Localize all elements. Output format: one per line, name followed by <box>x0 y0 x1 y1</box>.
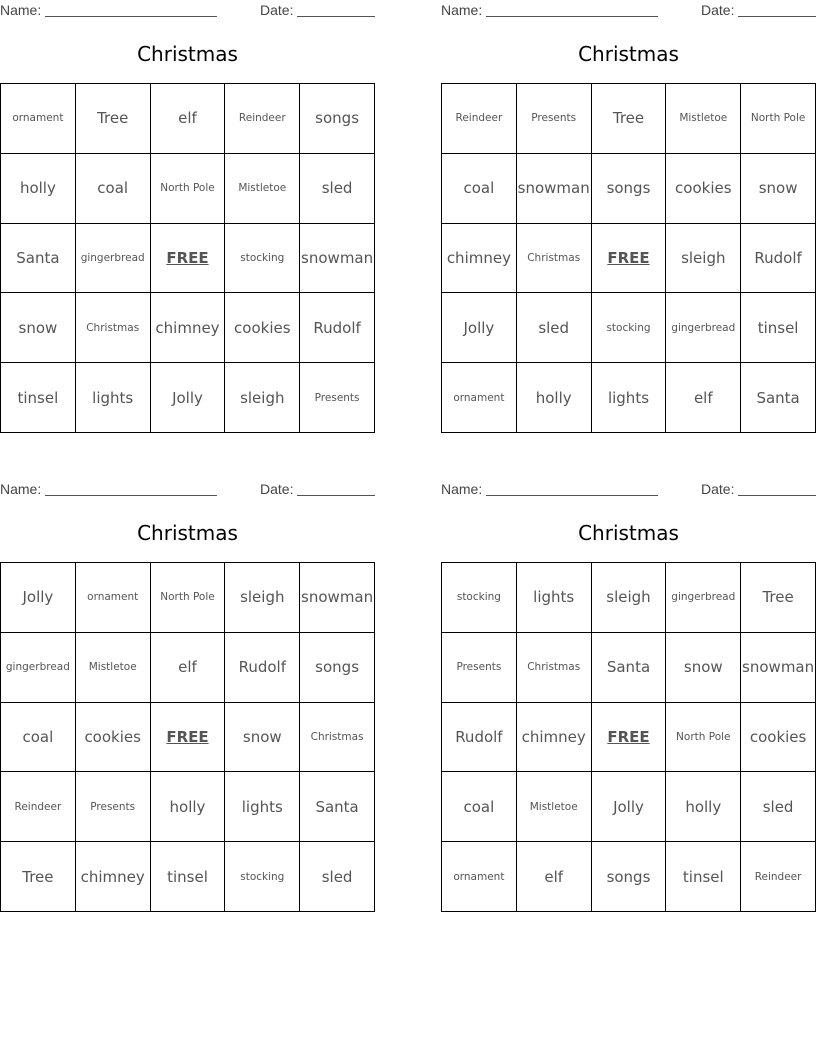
bingo-cell: Presents <box>300 363 375 433</box>
bingo-cell: sled <box>741 772 816 842</box>
bingo-grid <box>441 562 816 912</box>
bingo-cell: sleigh <box>225 363 300 433</box>
name-label: Name: <box>441 481 483 497</box>
bingo-cell: chimney <box>442 224 517 294</box>
date-blank <box>738 495 816 496</box>
name-blank <box>45 16 217 17</box>
bingo-cell: sled <box>517 293 592 363</box>
bingo-cell: Presents <box>517 84 592 154</box>
bingo-cell: Mistletoe <box>517 772 592 842</box>
bingo-cell: holly <box>1 154 76 224</box>
date-label: Date: <box>260 2 294 18</box>
bingo-cell: snowman <box>517 154 592 224</box>
date-blank <box>297 495 375 496</box>
bingo-cell: stocking <box>592 293 667 363</box>
bingo-cell: Presents <box>442 633 517 703</box>
card-title: Christmas <box>578 42 679 66</box>
bingo-cell: Mistletoe <box>76 633 151 703</box>
bingo-cell: sled <box>300 154 375 224</box>
name-blank <box>486 16 658 17</box>
bingo-cell: elf <box>517 842 592 912</box>
bingo-cell: Rudolf <box>300 293 375 363</box>
bingo-cell: Jolly <box>151 363 226 433</box>
date-blank <box>738 16 816 17</box>
bingo-cell: tinsel <box>666 842 741 912</box>
name-blank <box>486 495 658 496</box>
bingo-card-2 <box>441 0 816 434</box>
bingo-cell: songs <box>592 154 667 224</box>
bingo-cell: stocking <box>225 224 300 294</box>
bingo-cell: Tree <box>1 842 76 912</box>
bingo-cell: cookies <box>225 293 300 363</box>
bingo-cell: ornament <box>76 563 151 633</box>
bingo-cell: sled <box>300 842 375 912</box>
bingo-cell: holly <box>666 772 741 842</box>
bingo-cell: lights <box>76 363 151 433</box>
bingo-cell: elf <box>151 84 226 154</box>
bingo-cell: Christmas <box>300 703 375 773</box>
bingo-cell: Santa <box>1 224 76 294</box>
card-title: Christmas <box>578 521 679 545</box>
bingo-cell: Tree <box>76 84 151 154</box>
bingo-card-4 <box>441 479 816 913</box>
bingo-cell: coal <box>442 772 517 842</box>
bingo-grid <box>0 83 375 433</box>
name-label: Name: <box>0 2 42 18</box>
name-date-row <box>441 0 816 20</box>
date-label: Date: <box>260 481 294 497</box>
bingo-cell: holly <box>517 363 592 433</box>
bingo-cell: songs <box>592 842 667 912</box>
bingo-cell: lights <box>517 563 592 633</box>
bingo-cell: Christmas <box>76 293 151 363</box>
bingo-cell: Christmas <box>517 224 592 294</box>
bingo-cell: snow <box>1 293 76 363</box>
bingo-cell: Mistletoe <box>225 154 300 224</box>
bingo-cell: snow <box>225 703 300 773</box>
date-label: Date: <box>701 2 735 18</box>
date-label: Date: <box>701 481 735 497</box>
bingo-cell: Santa <box>592 633 667 703</box>
bingo-cell: Rudolf <box>225 633 300 703</box>
free-space-cell: FREE <box>151 224 226 294</box>
bingo-cell: lights <box>225 772 300 842</box>
bingo-cell: coal <box>442 154 517 224</box>
bingo-cell: gingerbread <box>1 633 76 703</box>
free-space-cell: FREE <box>151 703 226 773</box>
free-space-cell: FREE <box>592 224 667 294</box>
bingo-cell: chimney <box>151 293 226 363</box>
bingo-cell: stocking <box>442 563 517 633</box>
bingo-cell: coal <box>76 154 151 224</box>
bingo-cell: Reindeer <box>1 772 76 842</box>
bingo-cell: snowman <box>300 563 375 633</box>
bingo-cell: Tree <box>741 563 816 633</box>
bingo-cell: sleigh <box>225 563 300 633</box>
bingo-cell: Tree <box>592 84 667 154</box>
bingo-cell: Santa <box>741 363 816 433</box>
bingo-cell: North Pole <box>666 703 741 773</box>
bingo-cell: sleigh <box>592 563 667 633</box>
bingo-cell: tinsel <box>1 363 76 433</box>
bingo-cell: gingerbread <box>76 224 151 294</box>
bingo-cell: Jolly <box>1 563 76 633</box>
name-date-row <box>0 479 375 499</box>
bingo-cell: ornament <box>1 84 76 154</box>
bingo-cell: Santa <box>300 772 375 842</box>
bingo-cell: tinsel <box>741 293 816 363</box>
bingo-cell: holly <box>151 772 226 842</box>
bingo-cell: Reindeer <box>442 84 517 154</box>
bingo-cell: ornament <box>442 842 517 912</box>
name-label: Name: <box>0 481 42 497</box>
card-title: Christmas <box>137 42 238 66</box>
bingo-cell: snow <box>741 154 816 224</box>
free-space-cell: FREE <box>592 703 667 773</box>
bingo-cell: cookies <box>76 703 151 773</box>
bingo-cell: songs <box>300 84 375 154</box>
bingo-card-3 <box>0 479 375 913</box>
bingo-cell: Reindeer <box>741 842 816 912</box>
bingo-cell: North Pole <box>741 84 816 154</box>
name-date-row <box>0 0 375 20</box>
name-blank <box>45 495 217 496</box>
bingo-cell: snow <box>666 633 741 703</box>
card-title: Christmas <box>137 521 238 545</box>
bingo-cell: snowman <box>300 224 375 294</box>
bingo-cell: Christmas <box>517 633 592 703</box>
bingo-cell: elf <box>151 633 226 703</box>
bingo-cell: cookies <box>666 154 741 224</box>
bingo-cell: Jolly <box>442 293 517 363</box>
bingo-cell: Mistletoe <box>666 84 741 154</box>
bingo-cell: coal <box>1 703 76 773</box>
bingo-cell: gingerbread <box>666 293 741 363</box>
bingo-cell: North Pole <box>151 563 226 633</box>
bingo-cell: elf <box>666 363 741 433</box>
bingo-cell: North Pole <box>151 154 226 224</box>
bingo-cell: cookies <box>741 703 816 773</box>
name-label: Name: <box>441 2 483 18</box>
name-date-row <box>441 479 816 499</box>
bingo-cell: sleigh <box>666 224 741 294</box>
bingo-card-1 <box>0 0 375 434</box>
bingo-cell: Presents <box>76 772 151 842</box>
bingo-cell: Rudolf <box>741 224 816 294</box>
bingo-cell: lights <box>592 363 667 433</box>
bingo-cell: Reindeer <box>225 84 300 154</box>
bingo-cell: Rudolf <box>442 703 517 773</box>
bingo-cell: stocking <box>225 842 300 912</box>
bingo-grid <box>0 562 375 912</box>
bingo-cell: Jolly <box>592 772 667 842</box>
bingo-cell: chimney <box>517 703 592 773</box>
bingo-grid <box>441 83 816 433</box>
bingo-cell: ornament <box>442 363 517 433</box>
bingo-cell: snowman <box>741 633 816 703</box>
bingo-cell: chimney <box>76 842 151 912</box>
bingo-cell: songs <box>300 633 375 703</box>
date-blank <box>297 16 375 17</box>
bingo-cell: tinsel <box>151 842 226 912</box>
bingo-cell: gingerbread <box>666 563 741 633</box>
